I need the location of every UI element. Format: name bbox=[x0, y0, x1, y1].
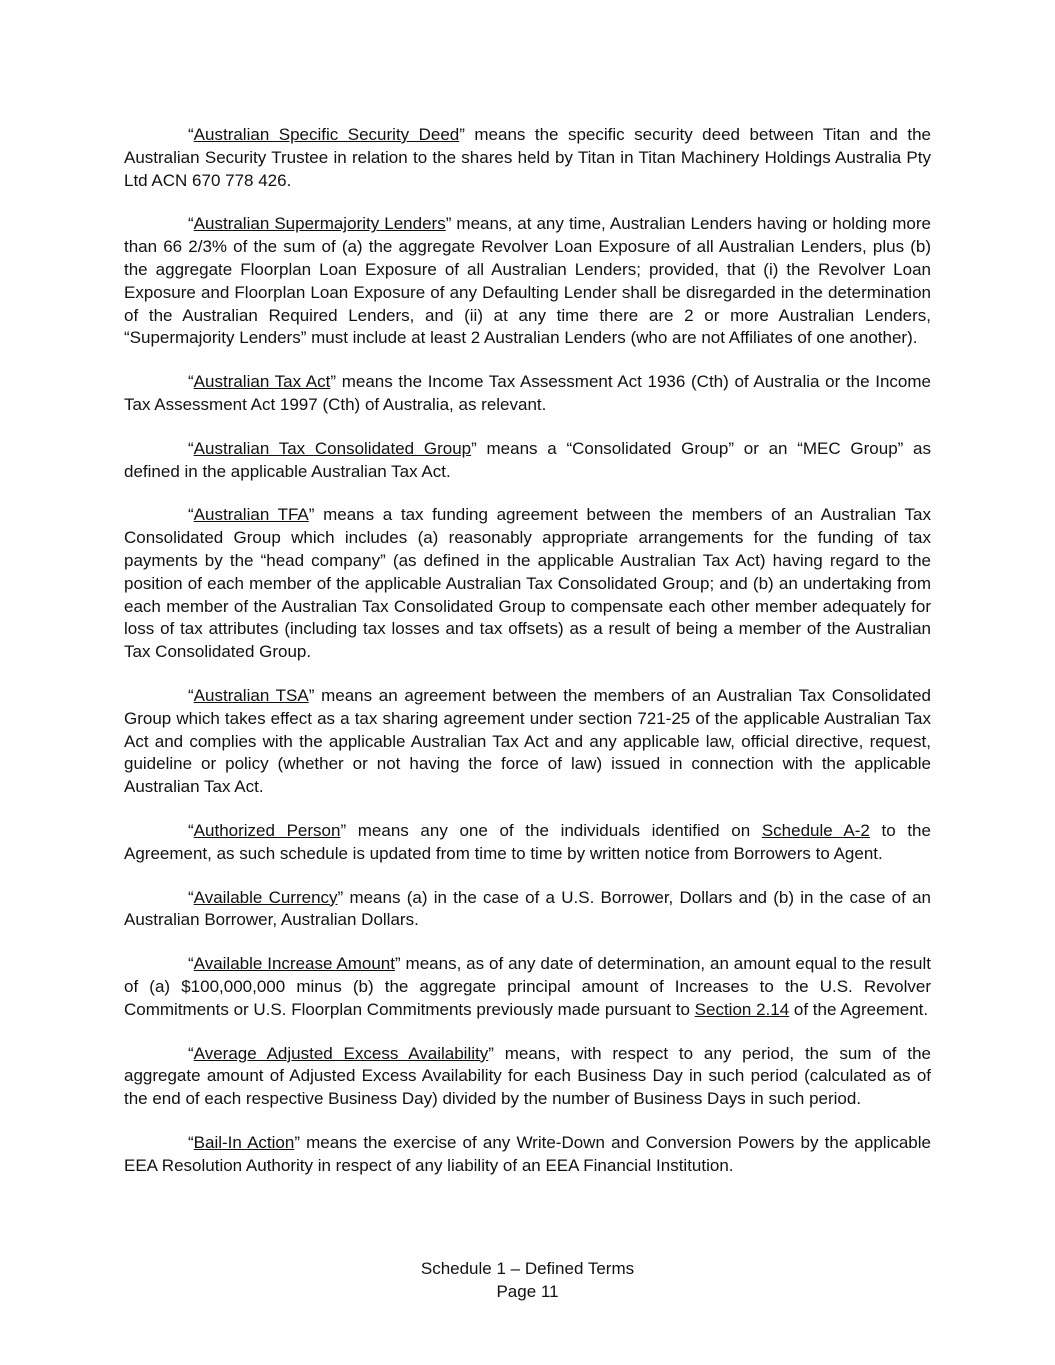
definition-average-adjusted-excess-availability bbox=[124, 1043, 931, 1111]
open-quote: “ bbox=[188, 372, 194, 392]
defined-term: Australian TFA bbox=[193, 505, 309, 525]
definition-text: means an agreement between the members of an Australian Tax Consolidated Group which takes effect as a tax sharing agreement under section 721-25 of the applicable Australian Tax Act and complies with the applicable Australian Tax Act and any applicable law, official directive, request, guideline or policy (whether or not having the force of law) issued in connection with the applicable Australian Tax Act. bbox=[124, 685, 932, 797]
definition-australian-supermajority-lenders bbox=[124, 213, 931, 350]
close-quote: ” bbox=[471, 438, 477, 458]
document-body bbox=[124, 124, 931, 1198]
close-quote: ” bbox=[459, 125, 465, 144]
footer-page-number: Page 11 bbox=[496, 1282, 559, 1301]
definition-text: means, as of any date of determination, an amount equal to the result of (a) $100,000,000 minus (b) the aggregate principal amount of Increases to the U.S. Revolver Commitments or U.S. Floorplan Commitments previously made pursuant to bbox=[124, 954, 931, 1019]
open-quote: “ bbox=[188, 1043, 194, 1063]
definition-text: means a tax funding agreement between the members of an Australian Tax Consolidated Group which includes (a) reasonably appropriate arrangements for the funding of tax payments by the “head company” (as defined in the applicable Australian Tax Act) having regard to the position of each member of the applicable Australian Tax Consolidated Group; and (b) an undertaking from each member of the Australian Tax Consolidated Group to compensate each other member adequately for loss of tax attributes (including tax losses and tax offsets) as a result of being a member of the Australian Tax Consolidated Group. bbox=[124, 505, 931, 662]
open-quote: “ bbox=[188, 685, 194, 705]
page-footer bbox=[0, 1257, 1055, 1303]
open-quote: “ bbox=[188, 954, 194, 974]
open-quote: “ bbox=[188, 505, 194, 525]
definition-authorized-person bbox=[124, 820, 931, 866]
footer-schedule-title: Schedule 1 – Defined Terms bbox=[420, 1259, 635, 1278]
definition-text: means, with respect to any period, the sum of the aggregate amount of Adjusted Excess Availability for each Business Day in such period (calculated as of the end of each respective Business Day) divided by the number of Business Days in such period. bbox=[124, 1043, 931, 1109]
definition-text: means any one of the individuals identified on bbox=[346, 820, 762, 840]
definition-available-currency bbox=[124, 887, 931, 933]
close-quote: ” bbox=[308, 685, 315, 705]
open-quote: “ bbox=[188, 438, 194, 458]
definition-text: means the Income Tax Assessment Act 1936 (Cth) of Australia or the Income Tax Assessment Act 1997 (Cth) of Australia, as relevant. bbox=[124, 372, 931, 414]
open-quote: “ bbox=[188, 820, 194, 840]
defined-term: Average Adjusted Excess Availability bbox=[193, 1043, 489, 1063]
definition-text: means, at any time, Australian Lenders having or holding more than 66 2/3% of the sum of (a) the aggregate Revolver Loan Exposure of all Australian Lenders, plus (b) the aggregate Floorplan Loan Exposure of all Australian Lenders; provided, that (i) the Revolver Loan Exposure and Floorplan Loan Exposure of any Defaulting Lender shall be disregarded in the determination of the Australian Required Lenders, and (ii) at any time there are 2 or more Australian Lenders, “Supermajority Lenders” must include at least 2 Australian Lenders (who are not Affiliates of one another). bbox=[124, 214, 931, 348]
open-quote: “ bbox=[188, 214, 194, 234]
close-quote: ” bbox=[445, 214, 452, 234]
definition-bail-in-action bbox=[124, 1132, 931, 1178]
defined-term: Australian Supermajority Lenders bbox=[193, 214, 446, 234]
definition-australian-tfa bbox=[124, 504, 931, 664]
defined-term: Australian TSA bbox=[193, 685, 309, 705]
open-quote: “ bbox=[188, 887, 194, 907]
close-quote: ” bbox=[488, 1043, 494, 1063]
open-quote: “ bbox=[188, 1132, 194, 1152]
defined-term: Authorized Person bbox=[193, 820, 341, 840]
definition-australian-specific-security-deed bbox=[124, 124, 931, 192]
definition-available-increase-amount bbox=[124, 953, 931, 1021]
close-quote: ” bbox=[394, 954, 401, 974]
definition-australian-tax-consolidated-group bbox=[124, 438, 931, 484]
definition-text: means a “Consolidated Group” or an “MEC Group” as defined in the applicable Australian Tax Act. bbox=[124, 438, 931, 481]
definition-text: means the specific security deed between Titan and the Australian Security Trustee in relation to the shares held by Titan in Titan Machinery Holdings Australia Pty Ltd ACN 670 778 426. bbox=[124, 125, 931, 190]
defined-term: Bail-In Action bbox=[193, 1132, 295, 1152]
open-quote: “ bbox=[188, 125, 194, 144]
definition-text: means the exercise of any Write-Down and Conversion Powers by the applicable EEA Resolution Authority in respect of any liability of an EEA Financial Institution. bbox=[124, 1132, 931, 1175]
close-quote: ” bbox=[337, 887, 344, 907]
definition-australian-tax-act bbox=[124, 371, 931, 417]
defined-term: Australian Tax Consolidated Group bbox=[193, 438, 472, 458]
close-quote: ” bbox=[330, 372, 337, 392]
defined-term: Available Currency bbox=[193, 887, 338, 907]
definition-text-after: to the Agreement, as such schedule is updated from time to time by written notice from Borrowers to Agent. bbox=[124, 820, 931, 863]
definition-text-after: of the Agreement. bbox=[789, 999, 929, 1019]
defined-term: Available Increase Amount bbox=[193, 954, 395, 974]
close-quote: ” bbox=[340, 820, 347, 840]
close-quote: ” bbox=[294, 1132, 300, 1152]
defined-term: Australian Tax Act bbox=[193, 372, 331, 392]
cross-reference-section-2-14[interactable]: Section 2.14 bbox=[694, 999, 790, 1019]
cross-reference-schedule-a-2[interactable]: Schedule A-2 bbox=[761, 820, 870, 840]
definition-text: means (a) in the case of a U.S. Borrower, Dollars and (b) in the case of an Australian Borrower, Australian Dollars. bbox=[124, 887, 931, 930]
definition-australian-tsa bbox=[124, 685, 931, 799]
defined-term: Australian Specific Security Deed bbox=[193, 125, 460, 144]
close-quote: ” bbox=[308, 505, 315, 525]
